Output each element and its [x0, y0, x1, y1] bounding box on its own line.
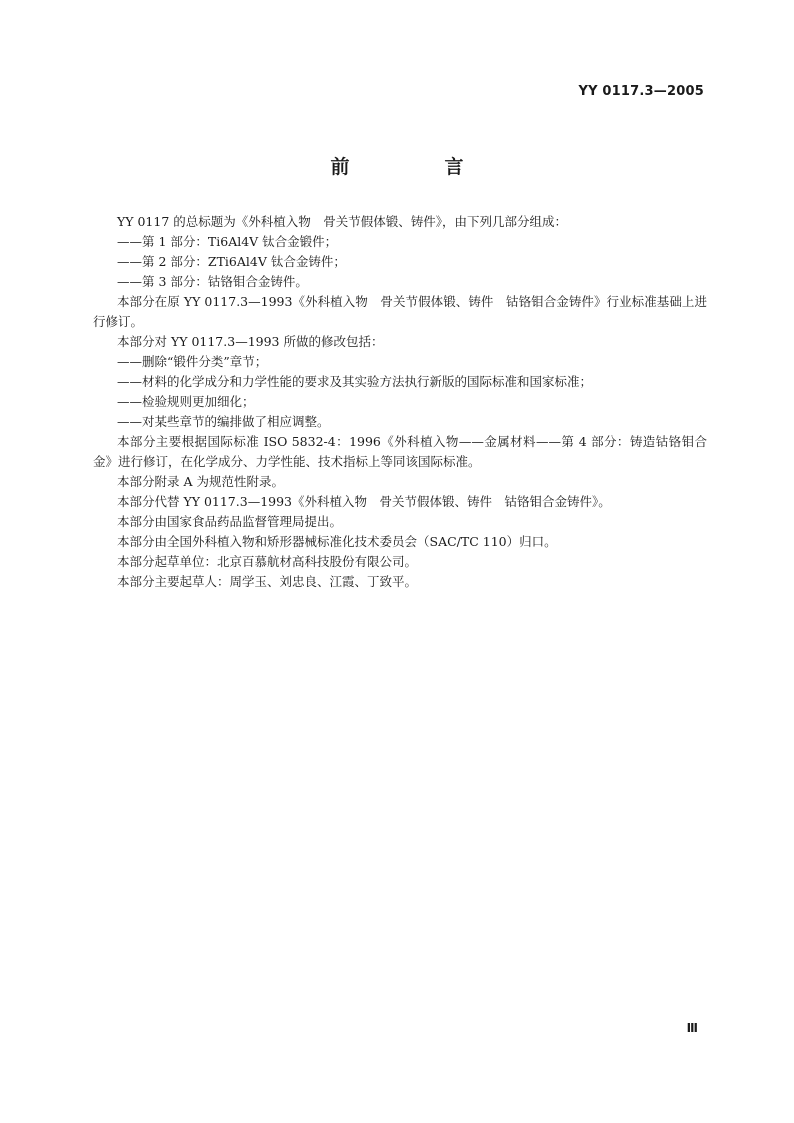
paragraph-revision-basis: 本部分在原 YY 0117.3—1993《外科植入物 骨关节假体锻、铸件 钴铬钼合金铸件》行业标准基础上进行修订。	[93, 294, 707, 329]
list-item-change-2: ——材料的化学成分和力学性能的要求及其实验方法执行新版的国际标准和国家标准；	[117, 374, 593, 389]
page-number: Ⅲ	[686, 1021, 698, 1035]
list-item-part-3: ——第 3 部分：钴铬钼合金铸件。	[117, 274, 308, 289]
list-item-part-1: ——第 1 部分：Ti6Al4V 钛合金锻件；	[117, 234, 338, 249]
paragraph-annex: 本部分附录 A 为规范性附录。	[117, 474, 284, 489]
foreword-body	[93, 212, 707, 592]
standard-code: YY 0117.3—2005	[578, 84, 704, 99]
paragraph-changes-intro: 本部分对 YY 0117.3—1993 所做的修改包括：	[117, 334, 384, 349]
page-title: 前 言	[330, 156, 502, 178]
paragraph-proposed-by: 本部分由国家食品药品监督管理局提出。	[117, 514, 343, 529]
paragraph-general-title: YY 0117 的总标题为《外科植入物 骨关节假体锻、铸件》，由下列几部分组成：	[117, 214, 568, 229]
paragraph-administered-by: 本部分由全国外科植入物和矫形器械标准化技术委员会（SAC/TC 110）归口。	[117, 534, 557, 549]
paragraph-drafting-unit: 本部分起草单位：北京百慕航材高科技股份有限公司。	[117, 554, 418, 569]
list-item-change-4: ——对某些章节的编排做了相应调整。	[117, 414, 330, 429]
paragraph-drafters: 本部分主要起草人：周学玉、刘忠良、江霞、丁致平。	[117, 574, 418, 589]
list-item-change-3: ——检验规则更加细化；	[117, 394, 255, 409]
list-item-change-1: ——删除“锻件分类”章节；	[117, 354, 268, 369]
paragraph-iso-reference: 本部分主要根据国际标准 ISO 5832-4：1996《外科植入物——金属材料——第 4 部分：铸造钴铬钼合金》进行修订，在化学成分、力学性能、技术指标上等同该国际标准。	[93, 434, 707, 469]
paragraph-replaces: 本部分代替 YY 0117.3—1993《外科植入物 骨关节假体锻、铸件 钴铬钼合金铸件》。	[117, 494, 611, 509]
list-item-part-2: ——第 2 部分：ZTi6Al4V 钛合金铸件；	[117, 254, 346, 269]
